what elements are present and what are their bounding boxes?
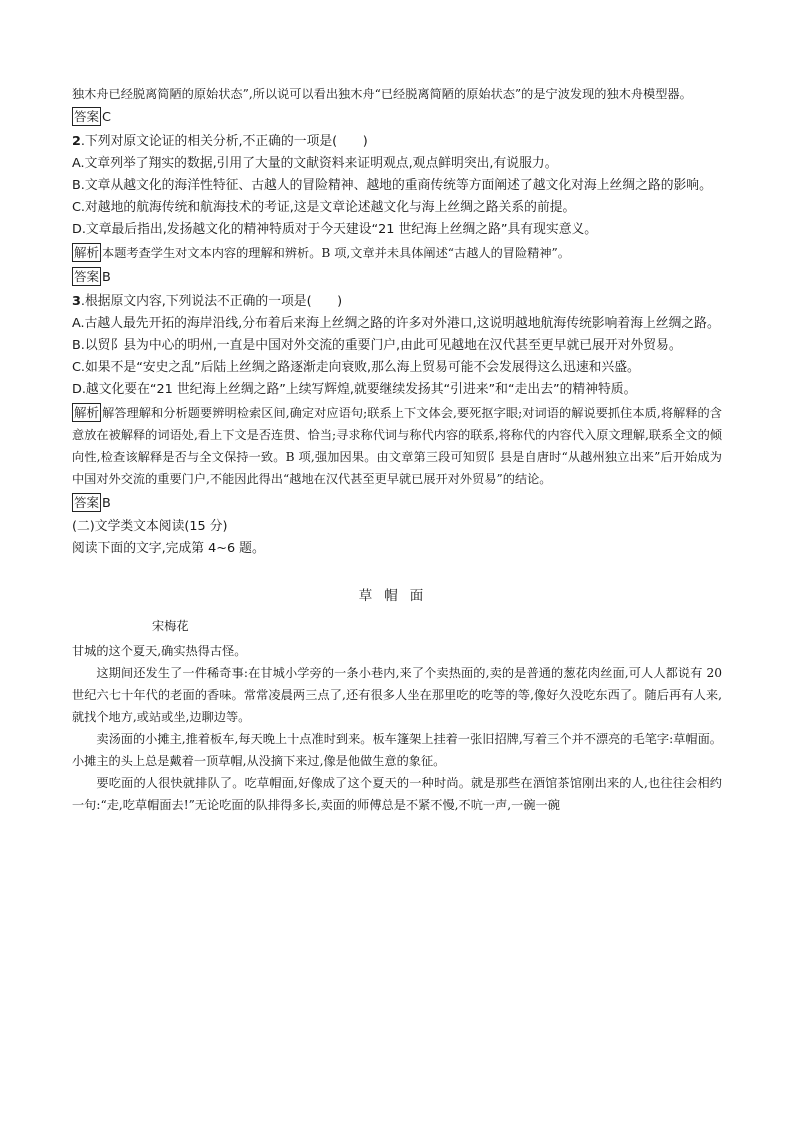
story-paragraph: 甘城的这个夏天,确实热得古怪。: [72, 644, 247, 658]
story-paragraph: 要吃面的人很快就排队了。吃草帽面,好像成了这个夏天的一种时尚。就是那些在酒馆茶馆刚出来的人,也往往会相约一句:“走,吃草帽面去!”无论吃面的队排得多长,卖面的师傅总是不紧不慢,不吭一声,一碗一碗: [72, 776, 722, 812]
q2-analysis-block: [72, 242, 722, 264]
q3-answer: B: [102, 496, 111, 511]
q2-option-a: A.文章列举了翔实的数据,引用了大量的文献资料来证明观点,观点鲜明突出,有说服力。: [72, 156, 558, 171]
q3-stem-text: .根据原文内容,下列说法不正确的一项是( ): [80, 294, 343, 309]
q3-option-c: C.如果不是“安史之乱”后陆上丝绸之路逐渐走向衰败,那么海上贸易可能不会发展得这么迅速和兴盛。: [72, 360, 640, 375]
q3-option-d: D.越文化要在“21 世纪海上丝绸之路”上续写辉煌,就要继续发扬其“引进来”和“走出去”的精神特质。: [72, 382, 637, 397]
q3-answer-block: [72, 493, 722, 515]
story-title: 草帽面: [358, 588, 436, 604]
analysis-label: 解析: [74, 245, 100, 260]
q2-stem: [72, 131, 722, 153]
q2-stem-text: .下列对原文论证的相关分析,不正确的一项是( ): [80, 134, 368, 149]
document-page: [72, 84, 722, 816]
section-heading: (二)文学类文本阅读(15 分): [72, 519, 228, 534]
q1-answer-block: [72, 107, 722, 129]
story-paragraph: 这期间还发生了一件稀奇事:在甘城小学旁的一条小巷内,来了个卖热面的,卖的是普通的葱花肉丝面,可人人都说有 20 世纪六七十年代的老面的香味。常常凌晨两三点了,还有很多人坐在那里吃的吃等的等,像好久没吃东西了。随后再有人来,就找个地方,或站或坐,边聊边等。: [72, 666, 722, 724]
q2-analysis: 本题考查学生对文本内容的理解和辨析。B 项,文章并未具体阐述“古越人的冒险精神”。: [102, 246, 570, 260]
q2-option-b: B.文章从越文化的海洋性特征、古越人的冒险精神、越地的重商传统等方面阐述了越文化对海上丝绸之路的影响。: [72, 178, 712, 193]
q2-option-c: C.对越地的航海传统和航海技术的考证,这是文章论述越文化与海上丝绸之路关系的前提。: [72, 200, 576, 215]
q2-answer-block: [72, 267, 722, 289]
q3-stem: [72, 291, 722, 313]
answer-label: 答案: [74, 269, 100, 284]
story-paragraph: 卖汤面的小摊主,推着板车,每天晚上十点准时到来。板车篷架上挂着一张旧招牌,写着三个并不漂亮的毛笔字:草帽面。小摊主的头上总是戴着一顶草帽,从没摘下来过,像是他做生意的象征。: [72, 732, 722, 768]
continued-paragraph: 独木舟已经脱离简陋的原始状态”,所以说可以看出独木舟“已经脱离简陋的原始状态”的是宁波发现的独木舟模型器。: [72, 87, 692, 101]
q3-option-a: A.古越人最先开拓的海岸沿线,分布着后来海上丝绸之路的许多对外港口,这说明越地航海传统影响着海上丝绸之路。: [72, 316, 720, 331]
answer-label: 答案: [74, 495, 100, 510]
q3-analysis-block: [72, 402, 722, 490]
analysis-label: 解析: [74, 405, 100, 420]
q2-option-d: D.文章最后指出,发扬越文化的精神特质对于今天建设“21 世纪海上丝绸之路”具有现实意义。: [72, 222, 598, 237]
q1-answer: C: [102, 110, 111, 125]
q3-option-b: B.以贸阝县为中心的明州,一直是中国对外交流的重要门户,由此可见越地在汉代甚至更早就已展开对外贸易。: [72, 338, 682, 353]
answer-label: 答案: [74, 109, 100, 124]
section-instruction: 阅读下面的文字,完成第 4~6 题。: [72, 541, 265, 556]
q3-analysis: 解答理解和分析题要辨明检索区间,确定对应语句;联系上下文体会,要死抠字眼;对词语的解说要抓住本质,将解释的含意放在被解释的词语处,看上下文是否连贯、恰当;寻求称代词与称代内容的联系,将称代的内容代入原文理解,联系全文的倾向性,检查该解释是否与全文保持一致。B 项,强加因果。由文章第三段可知贸阝县是自唐时“从越州独立出来”后开始成为中国对外交流的重要门户,不能因此得出“越地在汉代甚至更早就已展开对外贸易”的结论。: [72, 406, 722, 486]
q2-number: 2: [72, 134, 81, 149]
q2-answer: B: [102, 270, 111, 285]
story-author: 宋梅花: [152, 619, 189, 633]
q3-number: 3: [72, 294, 81, 309]
